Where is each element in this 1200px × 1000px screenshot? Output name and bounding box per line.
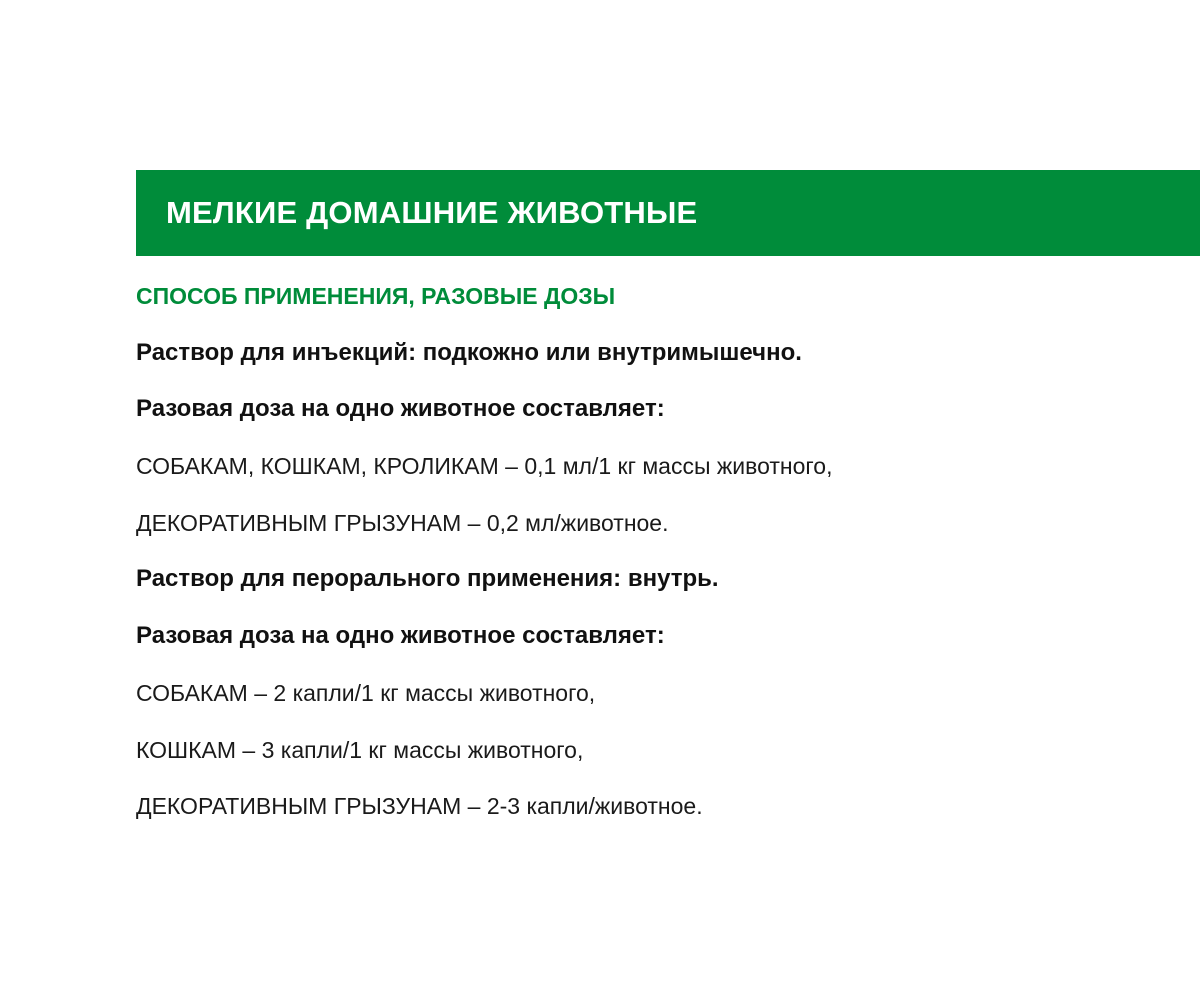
- banner-title: МЕЛКИЕ ДОМАШНИЕ ЖИВОТНЫЕ: [166, 195, 698, 230]
- injection-dose-intro-line: Разовая доза на одно животное составляет:: [136, 395, 665, 422]
- oral-dose-cats: КОШКАМ – 3 капли/1 кг массы животного,: [136, 737, 584, 763]
- oral-dose-rodents: ДЕКОРАТИВНЫМ ГРЫЗУНАМ – 2-3 капли/животное.: [136, 793, 703, 819]
- injection-dose-rodents: ДЕКОРАТИВНЫМ ГРЫЗУНАМ – 0,2 мл/животное.: [136, 510, 669, 536]
- section-heading: СПОСОБ ПРИМЕНЕНИЯ, РАЗОВЫЕ ДОЗЫ: [136, 283, 616, 309]
- injection-dose-dogs-cats-rabbits: СОБАКАМ, КОШКАМ, КРОЛИКАМ – 0,1 мл/1 кг массы животного,: [136, 453, 833, 479]
- oral-method-line: Раствор для перорального применения: внутрь.: [136, 565, 719, 592]
- injection-method-line: Раствор для инъекций: подкожно или внутримышечно.: [136, 339, 802, 366]
- oral-dose-intro-line: Разовая доза на одно животное составляет:: [136, 622, 665, 649]
- oral-dose-dogs: СОБАКАМ – 2 капли/1 кг массы животного,: [136, 680, 596, 706]
- section-banner: [136, 170, 1200, 256]
